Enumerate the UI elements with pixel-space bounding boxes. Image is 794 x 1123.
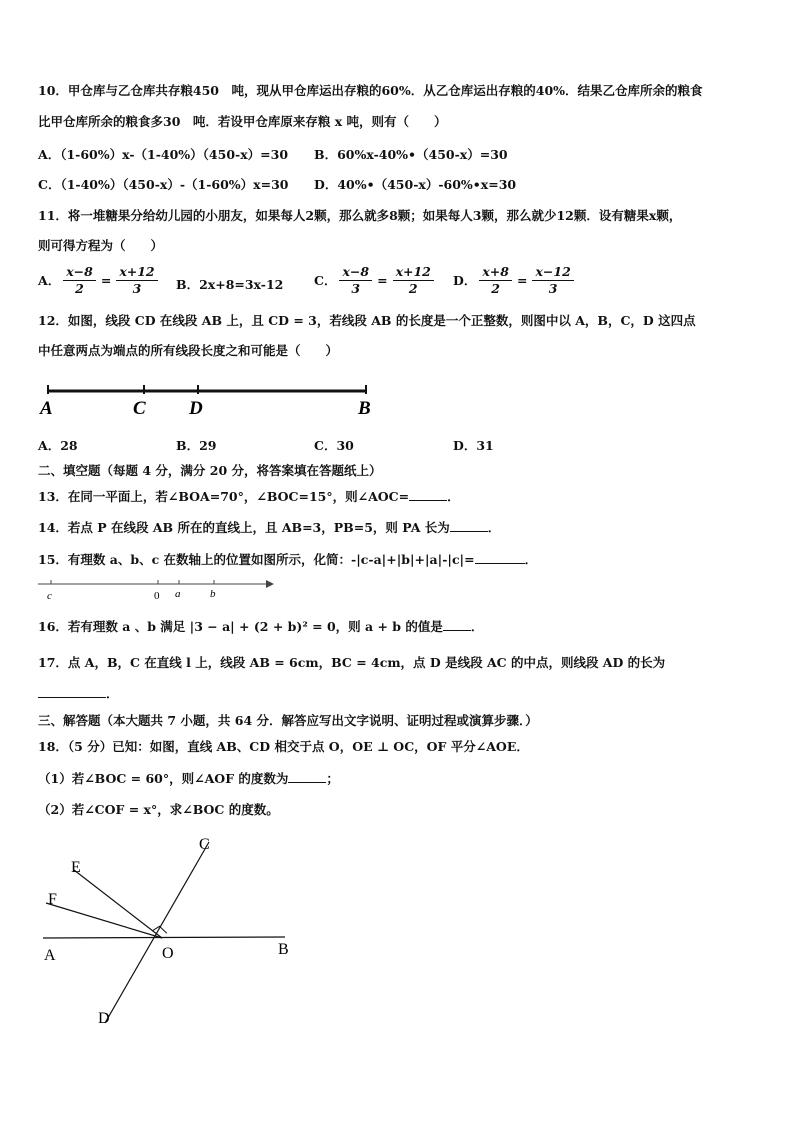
q13: 13．在同一平面上，若∠BOA=70°，∠BOC=15°，则∠AOC= ． — [38, 489, 460, 504]
point-d-label: D — [189, 398, 203, 419]
q12-segment-figure — [36, 382, 386, 420]
q11-option-c: C． $\frac{x-8}{3}$ = $\frac{x+12}{2}$ — [314, 264, 437, 297]
q16: 16．若有理数 a 、b 满足 |3 − a| + (2 + b)² = 0，则 a + b 的值是 ． — [38, 619, 484, 634]
q14: 14．若点 P 在线段 AB 所在的直线上，且 AB=3，PB=5，则 PA 长为 ． — [38, 520, 501, 535]
q10-line2: 比甲仓库所余的粮食多30 吨．若设甲仓库原来存粮 x 吨，则有（ ） — [38, 114, 447, 129]
q11-option-a: A． $\frac{x-8}{2}$ = $\frac{x+12}{3}$ — [38, 264, 161, 297]
q11-option-d: D． $\frac{x+8}{2}$ = $\frac{x-12}{3}$ — [453, 264, 577, 297]
point-a-label: a — [175, 588, 181, 600]
label-e: E — [71, 859, 81, 876]
label-b: B — [278, 941, 289, 958]
section-solve-title: 三、解答题（本大题共 7 小题，共 64 分．解答应写出文字说明、证明过程或演算步骤．） — [38, 713, 538, 728]
q17: 17．点 A，B，C 在直线 l 上，线段 AB = 6cm，BC = 4cm，点 D 是线段 AC 的中点，则线段 AD 的长为 — [38, 655, 666, 670]
point-c-label: C — [133, 398, 146, 419]
section-fill-in-title: 二、填空题（每题 4 分，满分 20 分，将答案填在答题纸上） — [38, 463, 382, 478]
q11-option-b: B．2x+8=3x-12 — [176, 277, 284, 292]
q18-part2: （2）若∠COF = x°，求∠BOC 的度数。 — [38, 802, 279, 817]
q11-line1: 11．将一堆糖果分给幼儿园的小朋友，如果每人2颗，那么就多8颗；如果每人3颗，那么就少12颗．设有糖果x颗， — [38, 208, 682, 223]
q12-option-a: A．28 — [38, 438, 78, 453]
point-b-label: B — [358, 398, 371, 419]
q18-stem: 18．（5 分）已知：如图，直线 AB、CD 相交于点 O，OE ⊥ OC，OF 平分∠AOE． — [38, 739, 529, 754]
q15: 15．有理数 a、b、c 在数轴上的位置如图所示，化简：-|c-a|+|b|+|a|-|c|= ． — [38, 552, 538, 567]
q10-option-b: B．60%x-40%•（450-x）=30 — [314, 147, 508, 162]
q10-option-c: C．（1-40%）（450-x）-（1-60%）x=30 — [38, 177, 289, 192]
q18-part1: （1）若∠BOC = 60°，则∠AOF 的度数为 ； — [38, 771, 339, 786]
q10-option-a: A．（1-60%）x-（1-40%）（450-x）=30 — [38, 147, 289, 162]
q12-option-c: C．30 — [314, 438, 354, 453]
q11-line2: 则可得方程为（ ） — [38, 238, 164, 253]
q12-line1: 12．如图，线段 CD 在线段 AB 上，且 CD = 3，若线段 AB 的长度是一个正整数，则图中以 A，B，C，D 这四点 — [38, 313, 696, 328]
q15-number-line — [36, 576, 276, 604]
label-c: C — [199, 836, 210, 853]
point-c-label: c — [47, 590, 52, 602]
q18-angle-figure — [38, 830, 300, 1030]
point-b-label: b — [210, 588, 216, 600]
q12-option-d: D．31 — [453, 438, 494, 453]
q10-option-d: D．40%•（450-x）-60%•x=30 — [314, 177, 517, 192]
q12-line2: 中任意两点为端点的所有线段长度之和可能是（ ） — [38, 343, 339, 358]
q10-line1: 10．甲仓库与乙仓库共存粮450 吨，现从甲仓库运出存粮的60%．从乙仓库运出存粮的40%．结果乙仓库所余的粮食 — [38, 83, 703, 98]
zero-label: 0 — [154, 590, 160, 602]
q12-option-b: B．29 — [176, 438, 217, 453]
point-a-label: A — [40, 398, 53, 419]
label-a: A — [44, 947, 56, 964]
label-d: D — [98, 1010, 110, 1027]
label-f: F — [48, 891, 57, 908]
q17-answer-blank: ． — [38, 685, 119, 703]
label-o: O — [162, 945, 174, 962]
